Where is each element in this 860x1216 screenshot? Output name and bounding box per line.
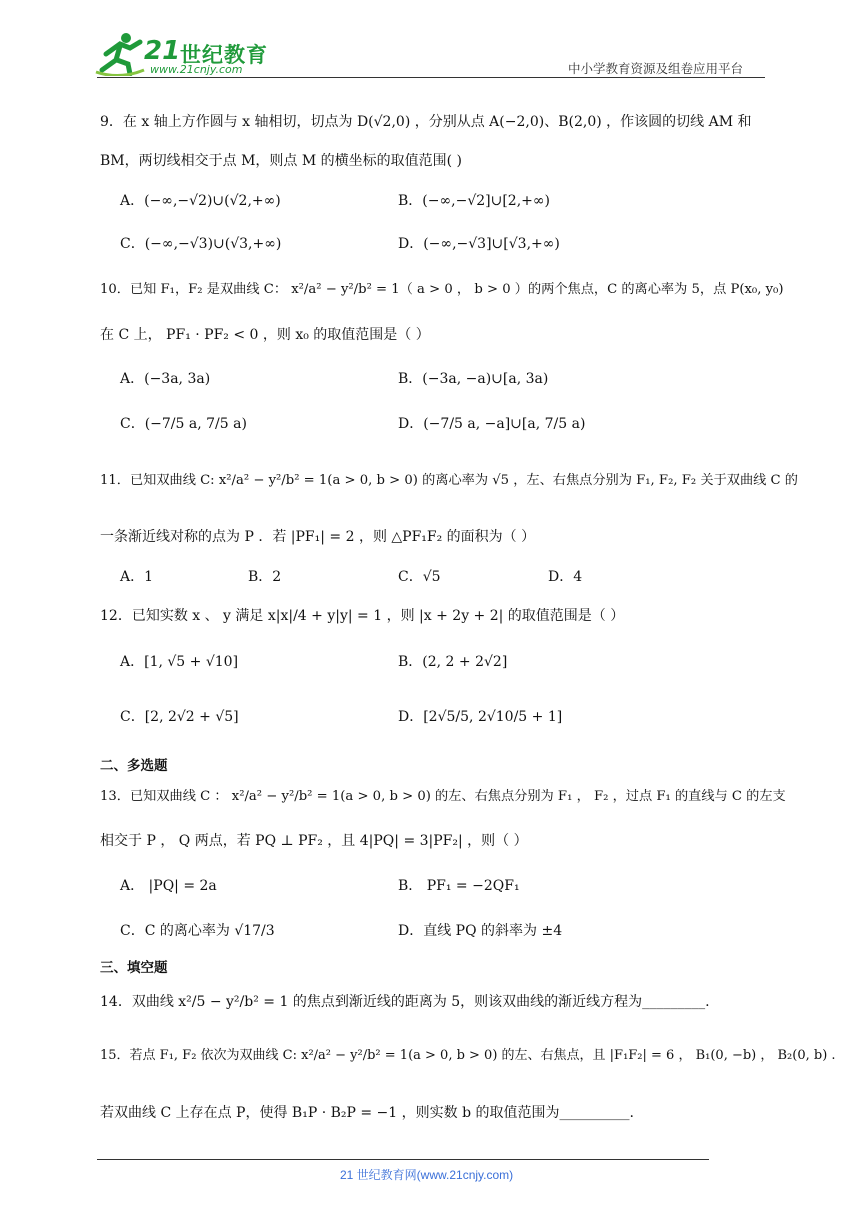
q13-stem-line1: 13．已知双曲线 C ： x²/a² − y²/b² = 1(a > 0, b > 0) 的左、右焦点分别为 F₁ ， F₂ ，过点 F₁ 的直线与 C 的左支 — [100, 789, 786, 804]
q15-stem-line1: 15．若点 F₁, F₂ 依次为双曲线 C: x²/a² − y²/b² = 1(a > 0, b > 0) 的左、右焦点，且 |F₁F₂| = 6 ， B₁(0, −b) ， B₂(0, b) . — [100, 1048, 836, 1063]
q11-option-c: C．√5 — [398, 569, 441, 585]
q12-stem-line1: 12．已知实数 x 、 y 满足 x|x|/4 + y|y| = 1 ，则 |x + 2y + 2| 的取值范围是（ ） — [100, 608, 625, 624]
q12-option-b: B．(2, 2 + 2√2] — [398, 654, 508, 670]
q10-stem-line2: 在 C 上， PF₁ · PF₂ < 0 ，则 x₀ 的取值范围是（ ） — [100, 327, 430, 343]
q13-option-b: B． PF₁ = −2QF₁ — [398, 878, 520, 894]
q13-option-c: C．C 的离心率为 √17/3 — [120, 923, 275, 939]
q9-option-c: C．(−∞,−√3)∪(√3,+∞) — [120, 236, 282, 252]
q11-stem-line2: 一条渐近线对称的点为 P ．若 |PF₁| = 2 ，则 △PF₁F₂ 的面积为（ ） — [100, 529, 536, 545]
q9-option-d: D．(−∞,−√3]∪[√3,+∞) — [398, 236, 560, 252]
q9-option-b: B．(−∞,−√2]∪[2,+∞) — [398, 193, 551, 209]
logo-mark: 21 — [144, 36, 181, 66]
q11-stem-line1: 11．已知双曲线 C: x²/a² − y²/b² = 1(a > 0, b > 0) 的离心率为 √5 ，左、右焦点分别为 F₁, F₂, F₂ 关于双曲线 C 的 — [100, 473, 798, 488]
logo-title: 世纪教育 — [180, 43, 268, 67]
logo-url: www.21cnjy.com — [150, 63, 243, 76]
q13-option-a: A． |PQ| = 2a — [120, 878, 217, 894]
q10-option-a: A．(−3a, 3a) — [120, 371, 211, 387]
q12-option-d: D．[2√5/5, 2√10/5 + 1] — [398, 709, 563, 725]
q13-option-d: D．直线 PQ 的斜率为 ±4 — [398, 923, 563, 939]
header-divider — [97, 77, 765, 78]
q11-option-d: D．4 — [548, 569, 583, 585]
q10-option-b: B．(−3a, −a)∪[a, 3a) — [398, 371, 549, 387]
q12-option-c: C．[2, 2√2 + √5] — [120, 709, 239, 725]
section-heading-fill-in: 三、填空题 — [100, 960, 168, 976]
q13-stem-line2: 相交于 P ， Q 两点，若 PQ ⊥ PF₂ ，且 4|PQ| = 3|PF₂| ，则（ ） — [100, 833, 528, 849]
runner-logo-icon — [94, 30, 146, 76]
q14-stem-line1: 14．双曲线 x²/5 − y²/b² = 1 的焦点到渐近线的距离为 5，则该双曲线的渐近线方程为_________. — [100, 994, 710, 1010]
q10-option-d: D．(−7/5 a, −a]∪[a, 7/5 a) — [398, 416, 586, 432]
q12-option-a: A．[1, √5 + √10] — [120, 654, 239, 670]
footer-source-text: 21 世纪教育网(www.21cnjy.com) — [340, 1168, 514, 1182]
footer-divider — [97, 1159, 709, 1160]
section-heading-multi-choice: 二、多选题 — [100, 758, 168, 774]
header-platform-text: 中小学教育资源及组卷应用平台 — [568, 62, 744, 76]
q9-option-a: A．(−∞,−√2)∪(√2,+∞) — [120, 193, 281, 209]
q10-option-c: C．(−7/5 a, 7/5 a) — [120, 416, 247, 432]
q10-stem-line1: 10．已知 F₁，F₂ 是双曲线 C： x²/a² − y²/b² = 1（ a > 0 ， b > 0 ）的两个焦点，C 的离心率为 5，点 P(x₀, y₀) — [100, 282, 784, 297]
q11-option-b: B．2 — [248, 569, 282, 585]
q9-stem-line1: 9．在 x 轴上方作圆与 x 轴相切，切点为 D(√2,0) ，分别从点 A(−2,0)、B(2,0) ，作该圆的切线 AM 和 — [100, 114, 752, 130]
q11-option-a: A．1 — [120, 569, 154, 585]
q9-stem-line2: BM，两切线相交于点 M，则点 M 的横坐标的取值范围( ) — [100, 153, 463, 169]
q15-stem-line2: 若双曲线 C 上存在点 P，使得 B₁P · B₂P = −1 ，则实数 b 的取值范围为__________. — [100, 1105, 634, 1121]
